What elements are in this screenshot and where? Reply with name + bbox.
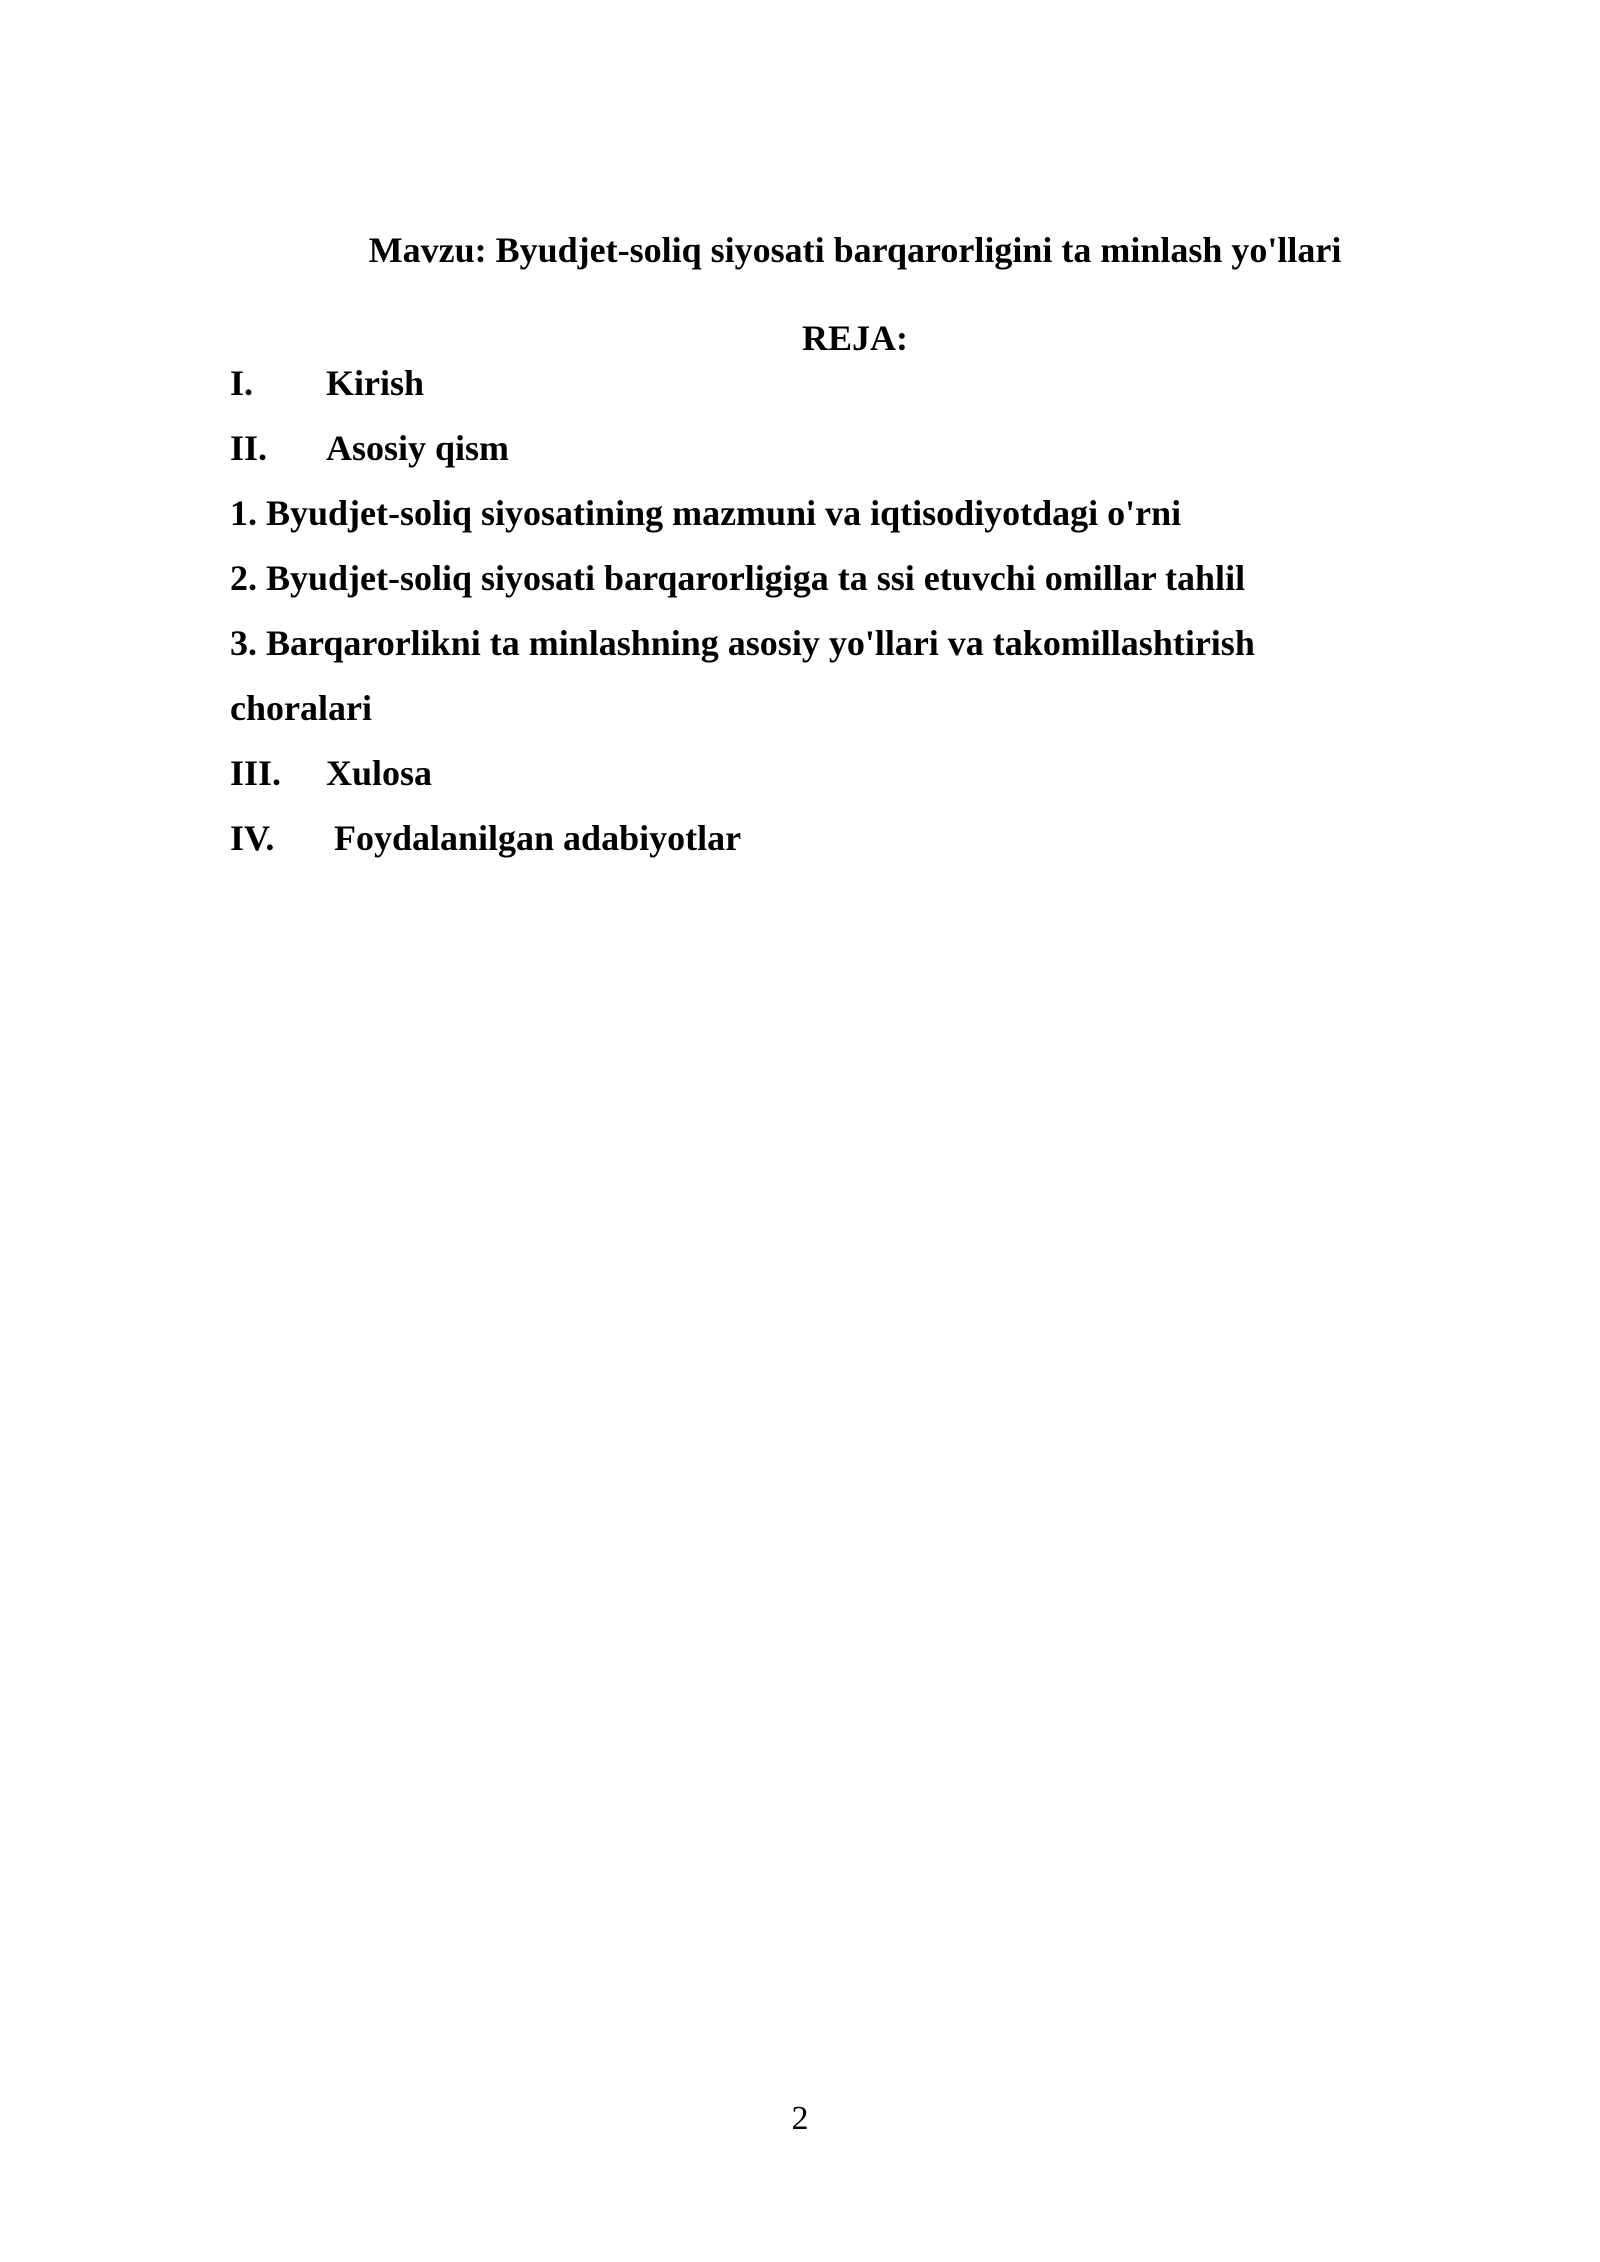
outline-item-number: III. [230, 753, 282, 793]
outline-item-text: Asosiy qism [326, 428, 510, 468]
page-title: Mavzu: Byudjet-soliq siyosati barqarorligini ta minlash yo'llari [368, 230, 1342, 270]
outline-item-text: Kirish [326, 363, 425, 403]
outline-item-text: Xulosa [326, 753, 433, 793]
outline-item-number: II. [230, 428, 268, 468]
outline-item-adabiyotlar [230, 812, 741, 864]
outline-subitem-3-continuation: choralari [230, 688, 372, 728]
page-number: 2 [791, 2100, 809, 2137]
outline-item-asosiy-qism [230, 422, 509, 474]
outline-item-xulosa [230, 747, 432, 799]
plan-heading: REJA: [802, 318, 908, 358]
outline-item-number: I. [230, 363, 254, 403]
outline-subitem-3: 3. Barqarorlikni ta minlashning asosiy yo'llari va takomillashtirish [230, 623, 1255, 663]
outline-subitem-1: 1. Byudjet-soliq siyosatining mazmuni va iqtisodiyotdagi o'rni [230, 493, 1182, 533]
outline-item-text: Foydalanilgan adabiyotlar [334, 818, 742, 858]
outline-item-number: IV. [230, 818, 275, 858]
outline-item-kirish [230, 357, 424, 409]
outline-subitem-2: 2. Byudjet-soliq siyosati barqarorligiga ta ssi etuvchi omillar tahlil [230, 558, 1246, 598]
